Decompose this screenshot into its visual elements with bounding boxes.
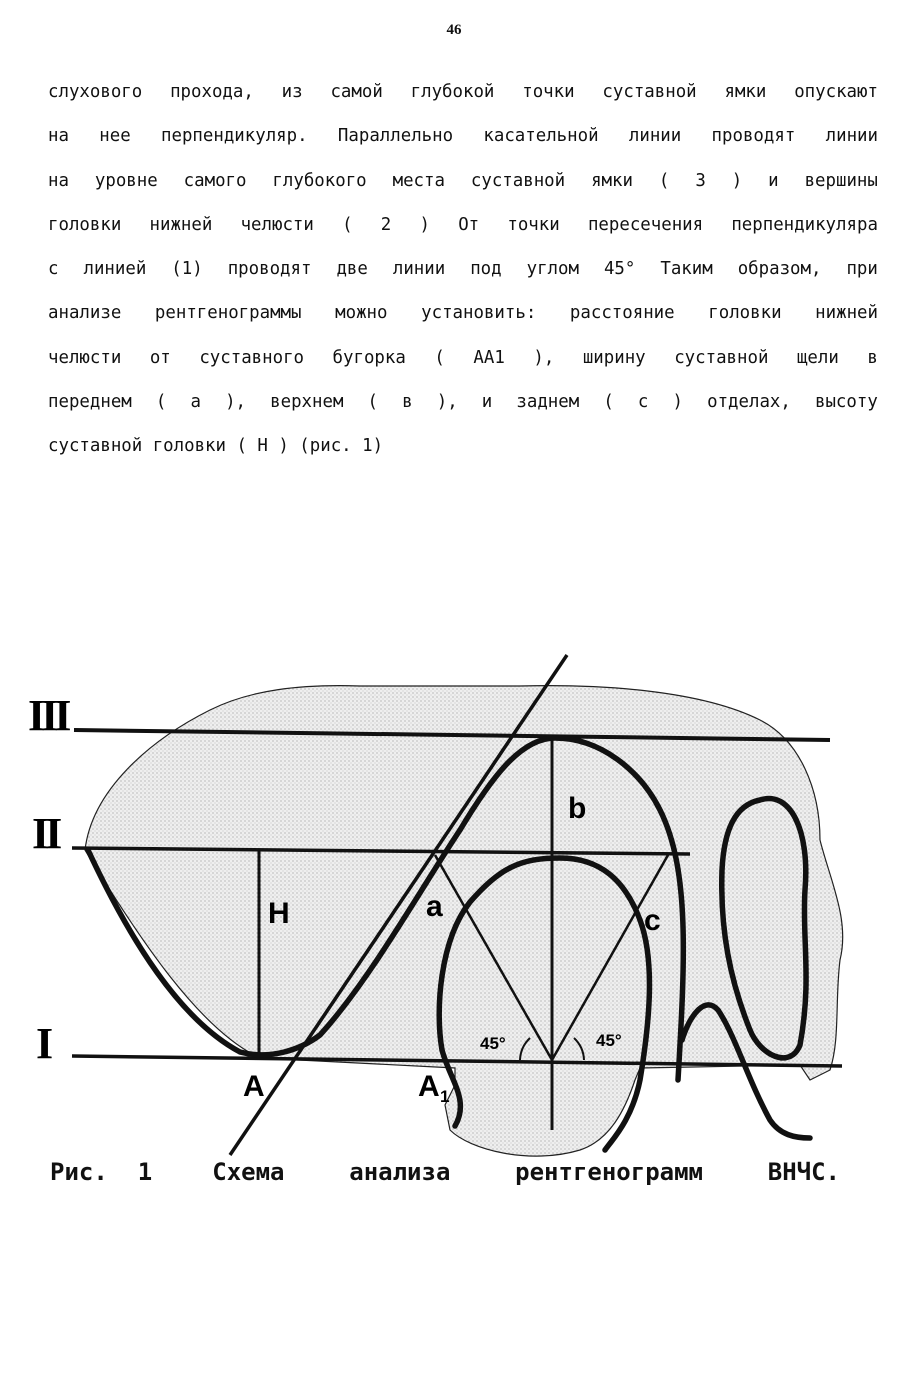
word: ), (533, 347, 555, 368)
label-H: H (268, 897, 290, 930)
word: в (402, 392, 413, 413)
body-text (48, 80, 878, 479)
word: перпендикуляр. (161, 126, 308, 147)
word: на (48, 126, 69, 147)
word: верхнем (270, 392, 344, 413)
word: суставного (199, 347, 305, 368)
level-label-3: III (28, 691, 68, 740)
word: высоту (814, 392, 878, 413)
word: заднем (516, 392, 580, 413)
word: бугорка (332, 347, 406, 368)
word: нее (99, 126, 131, 147)
word: в (867, 347, 878, 368)
page-number: 46 (446, 22, 462, 38)
figure-caption (50, 1158, 840, 1186)
text-line (48, 346, 878, 390)
word: с (48, 259, 59, 280)
label-c: c (644, 904, 661, 937)
word: ямки (591, 170, 633, 191)
word: челюсти (240, 214, 314, 235)
word: от (149, 347, 171, 368)
word: уровне (94, 170, 158, 191)
word: слухового (48, 82, 143, 102)
word: ) (419, 214, 430, 235)
text-line (48, 390, 878, 434)
word: ( (155, 392, 167, 413)
word: образом, (737, 259, 822, 280)
word: установить: (421, 303, 537, 324)
word: ( (367, 392, 379, 413)
text-line (48, 301, 878, 345)
caption-word: ВНЧС. (767, 1158, 840, 1186)
word: ямки (724, 82, 767, 102)
word: самой (330, 82, 383, 102)
word: 2 (380, 214, 392, 235)
word: пересечения (587, 214, 704, 235)
word: отделах, (707, 392, 791, 413)
word: Таким (660, 259, 713, 280)
word: на (48, 170, 69, 191)
word: перпендикуляра (731, 214, 878, 235)
word: суставной (602, 82, 697, 102)
word: под (470, 259, 502, 280)
word: Параллельно (337, 126, 454, 147)
word: линии (392, 259, 446, 280)
word: при (846, 259, 878, 280)
text-line: суставной головки ( Н ) (рис. 1) (48, 436, 384, 457)
label-A1: A (418, 1070, 440, 1103)
word: (1) (171, 259, 203, 280)
word: проводят (227, 259, 312, 280)
word: линии (628, 126, 682, 147)
text-line (48, 80, 878, 124)
caption-title (212, 1158, 840, 1186)
word: ) (672, 392, 683, 413)
word: две (336, 259, 368, 280)
label-a: a (426, 890, 443, 923)
word: опускают (794, 82, 878, 102)
word: ( (342, 214, 353, 235)
word: и (481, 392, 493, 413)
caption-label: Рис. (50, 1158, 108, 1186)
word: ( (603, 392, 614, 413)
word: и (768, 170, 779, 191)
level-label-2: II (32, 809, 59, 858)
text-line (48, 169, 878, 213)
word: нижней (149, 214, 213, 235)
word: углом (526, 259, 579, 280)
temporal-bone-outline (85, 686, 843, 1156)
word: ( (658, 170, 670, 191)
tmj-diagram-svg (0, 640, 908, 1160)
word: глубокого (272, 170, 367, 191)
caption-number: 1 (137, 1158, 153, 1186)
word: ширину (582, 347, 646, 368)
word: ( (434, 347, 445, 368)
word: щели (796, 347, 839, 368)
word: самого (183, 170, 247, 191)
word: ), (225, 392, 247, 413)
angle-label-left: 45° (480, 1034, 506, 1053)
word: линии (825, 126, 878, 147)
word: суставной (674, 347, 769, 368)
word: переднем (48, 392, 132, 413)
word: От (458, 214, 480, 235)
word: проводят (711, 126, 796, 147)
word: вершины (804, 170, 878, 191)
word: глубокой (410, 82, 495, 102)
word: АА1 (473, 347, 505, 368)
word: 45° (603, 259, 636, 280)
word: места (392, 170, 445, 191)
word: из (281, 82, 303, 102)
word: касательной (483, 126, 599, 147)
word: линией (83, 259, 147, 280)
word: рентгенограммы (154, 303, 302, 324)
word: с (637, 392, 649, 413)
word: можно (335, 303, 388, 324)
word: расстояние (569, 303, 675, 324)
caption-word: Схема (212, 1158, 285, 1186)
level-label-1: I (36, 1019, 54, 1068)
word: прохода, (170, 82, 254, 102)
word: ), (436, 392, 458, 413)
label-A: A (243, 1070, 265, 1103)
word: 3 (695, 170, 706, 191)
label-b: b (568, 792, 587, 825)
label-A1-subscript: 1 (440, 1087, 450, 1106)
text-line (48, 213, 878, 257)
word: ) (731, 170, 743, 191)
caption-word: рентгенограмм (515, 1158, 703, 1186)
word: челюсти (48, 347, 122, 368)
word: нижней (815, 303, 878, 324)
angle-label-right: 45° (596, 1031, 622, 1050)
word: анализе (48, 303, 122, 324)
word: головки (48, 214, 122, 235)
text-line (48, 257, 878, 301)
word: точки (507, 214, 560, 235)
word: суставной (470, 170, 566, 191)
tmj-diagram (0, 640, 908, 1160)
caption-word: анализа (349, 1158, 451, 1186)
text-line (48, 124, 878, 168)
word: а (190, 392, 201, 413)
word: точки (522, 82, 575, 102)
word: головки (708, 303, 782, 324)
